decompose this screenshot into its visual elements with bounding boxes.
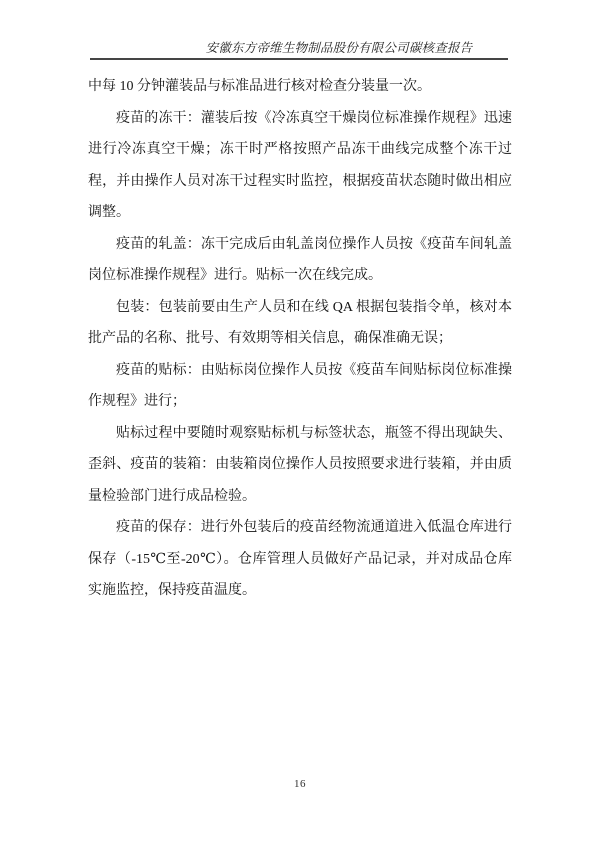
paragraph: 贴标过程中要随时观察贴标机与标签状态，瓶签不得出现缺失、歪斜、疫苗的装箱：由装箱岗位操作人员按照要求进行装箱，并由质量检验部门进行成品检验。	[88, 425, 512, 504]
paragraph: 疫苗的轧盖：冻干完成后由轧盖岗位操作人员按《疫苗车间轧盖岗位标准操作规程》进行。贴标一次在线完成。	[88, 236, 512, 283]
paragraph: 包装：包装前要由生产人员和在线 QA 根据包装指令单，核对本批产品的名称、批号、有效期等相关信息，确保准确无误；	[88, 299, 512, 346]
header-title: 安徽东方帝维生物制品股份有限公司碳核查报告	[205, 41, 473, 55]
paragraph: 疫苗的冻干：灌装后按《冷冻真空干燥岗位标准操作规程》迅速进行冷冻真空干燥；冻干时严格按照产品冻干曲线完成整个冻干过程，并由操作人员对冻干过程实时监控，根据疫苗状态随时做出相应调整。	[88, 110, 512, 220]
page-footer	[0, 774, 600, 792]
paragraph: 中每 10 分钟灌装品与标准品进行核对检查分装量一次。	[88, 79, 431, 94]
document-body	[88, 71, 512, 607]
paragraph: 疫苗的保存：进行外包装后的疫苗经物流通道进入低温仓库进行保存（-15℃至-20℃）。仓库管理人员做好产品记录，并对成品仓库实施监控，保持疫苗温度。	[88, 520, 512, 598]
page-number: 16	[294, 778, 306, 790]
paragraph: 疫苗的贴标：由贴标岗位操作人员按《疫苗车间贴标岗位标准操作规程》进行；	[88, 362, 512, 409]
page-header	[90, 41, 508, 60]
